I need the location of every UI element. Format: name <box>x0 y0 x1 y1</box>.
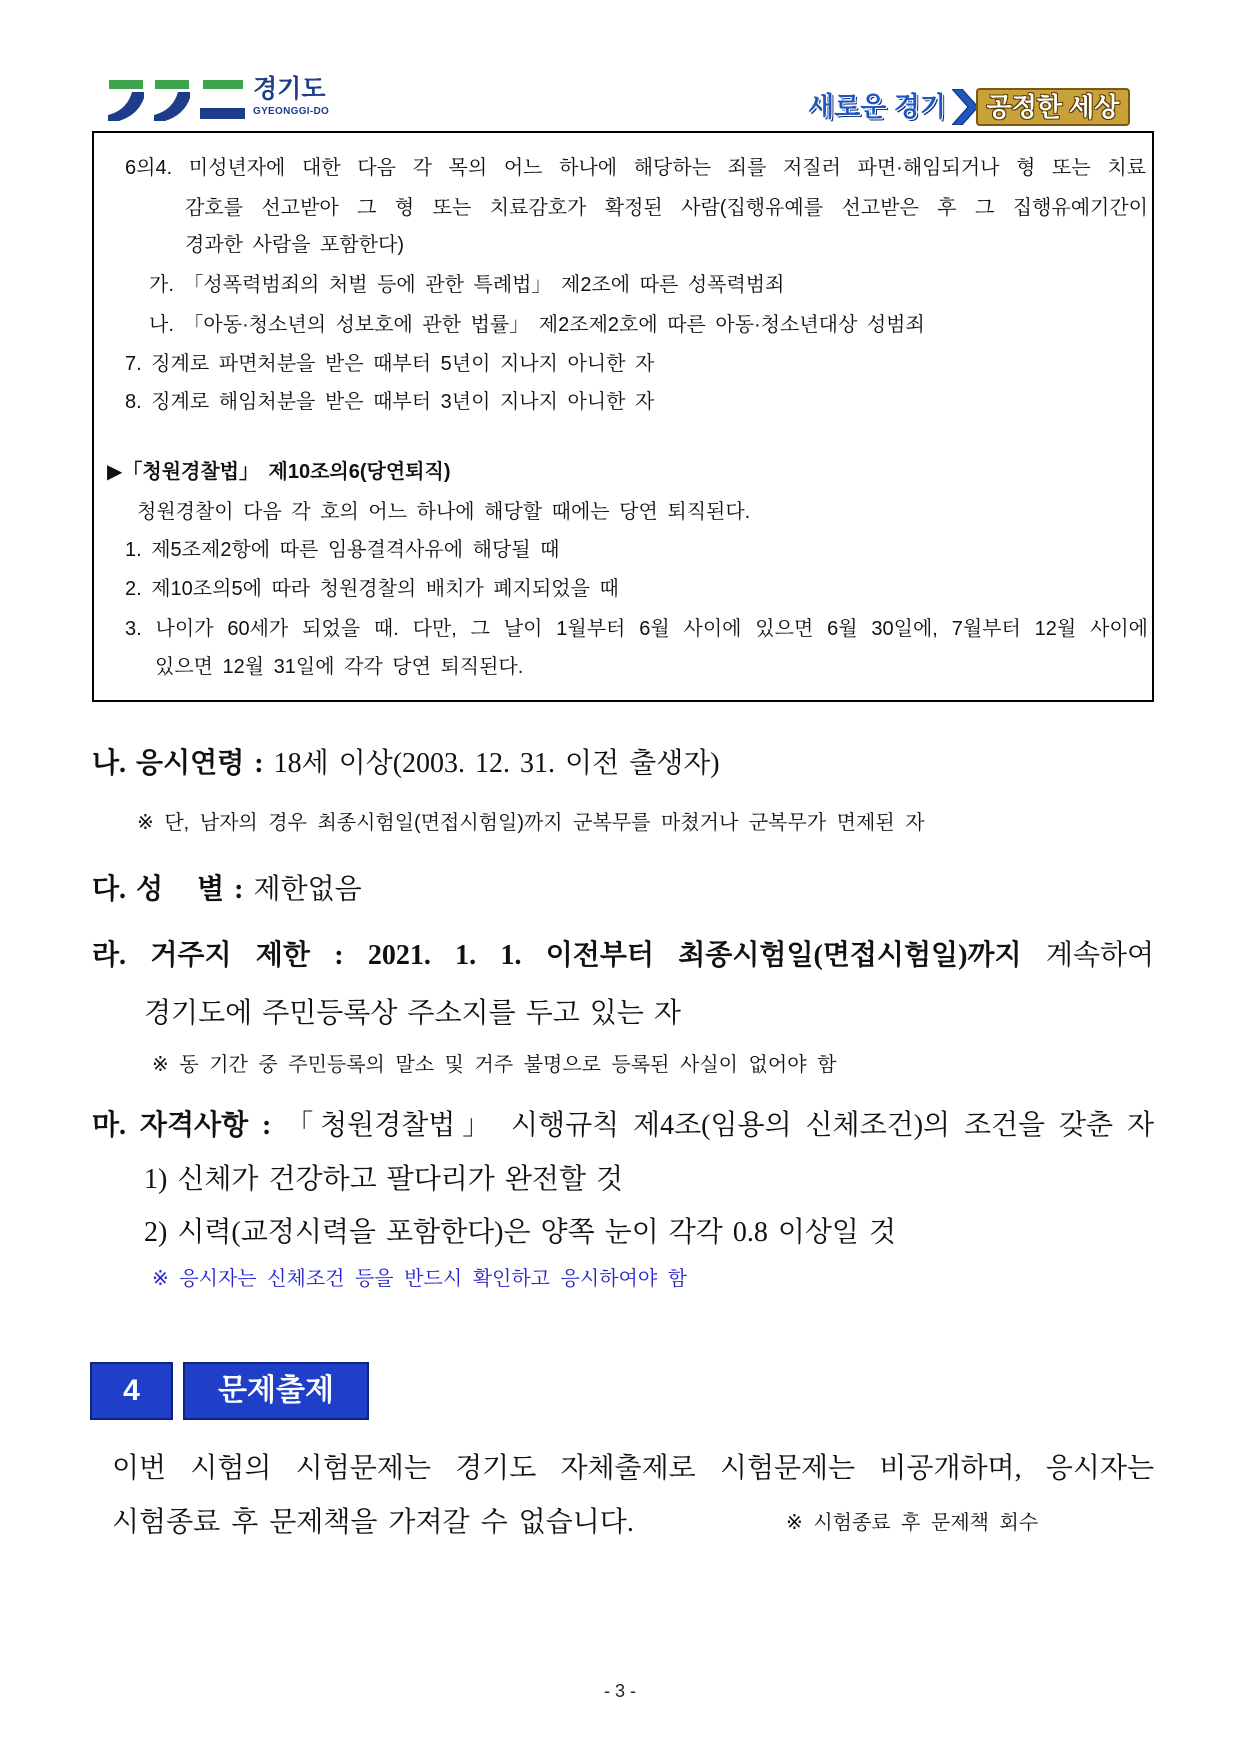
notice-box <box>92 131 1154 702</box>
gender-label-left: 다. 성 <box>92 874 164 905</box>
sub-item-na: 나. 「아동·청소년의 성보호에 관한 법률」 제2조제2호에 따른 아동·청소년대상 성범죄 <box>149 314 925 336</box>
item-7: 7. 징계로 파면처분을 받은 때부터 5년이 지나지 아니한 자 <box>125 353 655 375</box>
qualification-note: ※ 응시자는 신체조건 등을 반드시 확인하고 응시하여야 함 <box>152 1268 688 1290</box>
page-number: - 3 - <box>603 1681 636 1701</box>
item-6-4-line-3: 경과한 사람을 포함한다) <box>185 234 404 256</box>
residence-note: ※ 동 기간 중 주민등록의 말소 및 거주 불명으로 등록된 사실이 없어야 함 <box>152 1054 837 1076</box>
logo-name-ko: 경기도 <box>253 75 326 103</box>
triangle-right-icon: ▶ <box>107 461 123 483</box>
qualification-requirement <box>92 1106 1154 1146</box>
qualification-condition-2: 2) 시력(교정시력을 포함한다)은 양쪽 눈이 각각 0.8 이상일 것 <box>144 1217 897 1248</box>
section4-paragraph-line-1: 이번 시험의 시험문제는 경기도 자체출제로 시험문제는 비공개하며, 응시자는 <box>112 1453 1154 1484</box>
age-label: 나. 응시연령 : <box>92 748 264 779</box>
item-6-4-line-2: 감호를 선고받아 그 형 또는 치료감호가 확정된 사람(집행유예를 선고받은 후 그 집행유예기간이 <box>185 197 1148 219</box>
retirement-item-3-line-1: 3. 나이가 60세가 되었을 때. 다만, 그 날이 1월부터 6월 사이에 있으면 6월 30일에, 7월부터 12월 사이에 <box>125 618 1148 640</box>
gender-value: 제한없음 <box>253 874 362 905</box>
residence-value-line-2: 경기도에 주민등록상 주소지를 두고 있는 자 <box>144 998 681 1029</box>
gyeonggi-logo <box>107 74 357 126</box>
slogan-left-text: 새로운 경기 <box>808 92 946 122</box>
section4-note: ※ 시험종료 후 문제책 회수 <box>786 1512 1039 1534</box>
retirement-item-1: 1. 제5조제2항에 따른 임용결격사유에 해당될 때 <box>125 539 560 561</box>
section-number-badge: 4 <box>92 1364 171 1418</box>
item-6-4-line-1: 6의4. 미성년자에 대한 다음 각 목의 어느 하나에 해당하는 죄를 저질러 파면·해임되거나 형 또는 치료 <box>125 157 1146 179</box>
retirement-item-3-line-2: 있으면 12월 31일에 각각 당연 퇴직된다. <box>155 656 524 678</box>
age-note: ※ 단, 남자의 경우 최종시험일(면접시험일)까지 군복무를 마쳤거나 군복무가 면제된 자 <box>137 812 925 834</box>
qualification-value: 「청원경찰법」 시행규칙 제4조(임용의 신체조건)의 조건을 갖춘 자 <box>285 1110 1154 1141</box>
qualification-label: 마. 자격사항 : <box>92 1110 272 1141</box>
gender-label-right: 별 : <box>197 874 244 905</box>
age-requirement <box>92 744 1154 784</box>
logo-name-en: GYEONGGI-DO <box>253 106 330 117</box>
slogan-right-text: 공정한 세상 <box>976 88 1130 126</box>
residence-label: 라. 거주지 제한 : 2021. 1. 1. 이전부터 최종시험일(면접시험일)까지 <box>92 940 1022 971</box>
sub-item-ga: 가. 「성폭력범죄의 처벌 등에 관한 특례법」 제2조에 따른 성폭력범죄 <box>149 274 785 296</box>
gyeonggi-logo-mark-icon <box>107 77 247 123</box>
age-value: 18세 이상(2003. 12. 31. 이전 출생자) <box>273 748 720 779</box>
retirement-heading <box>107 457 1137 487</box>
chevron-right-icon <box>952 89 978 125</box>
gender-requirement <box>92 870 1154 910</box>
retirement-intro: 청원경찰이 다음 각 호의 어느 하나에 해당할 때에는 당연 퇴직된다. <box>137 501 751 523</box>
retirement-item-2: 2. 제10조의5에 따라 청원경찰의 배치가 폐지되었을 때 <box>125 578 619 600</box>
section4-paragraph-line-2: 시험종료 후 문제책을 가져갈 수 없습니다. <box>112 1507 634 1538</box>
residence-value-line-1: 계속하여 <box>1045 940 1154 971</box>
qualification-condition-1: 1) 신체가 건강하고 팔다리가 완전할 것 <box>144 1164 624 1195</box>
retirement-heading-text: 「청원경찰법」 제10조의6(당연퇴직) <box>122 461 451 483</box>
section-title: 문제출제 <box>185 1364 367 1418</box>
item-8: 8. 징계로 해임처분을 받은 때부터 3년이 지나지 아니한 자 <box>125 391 655 413</box>
residence-requirement-line-1 <box>92 936 1154 976</box>
slogan <box>802 86 1132 128</box>
